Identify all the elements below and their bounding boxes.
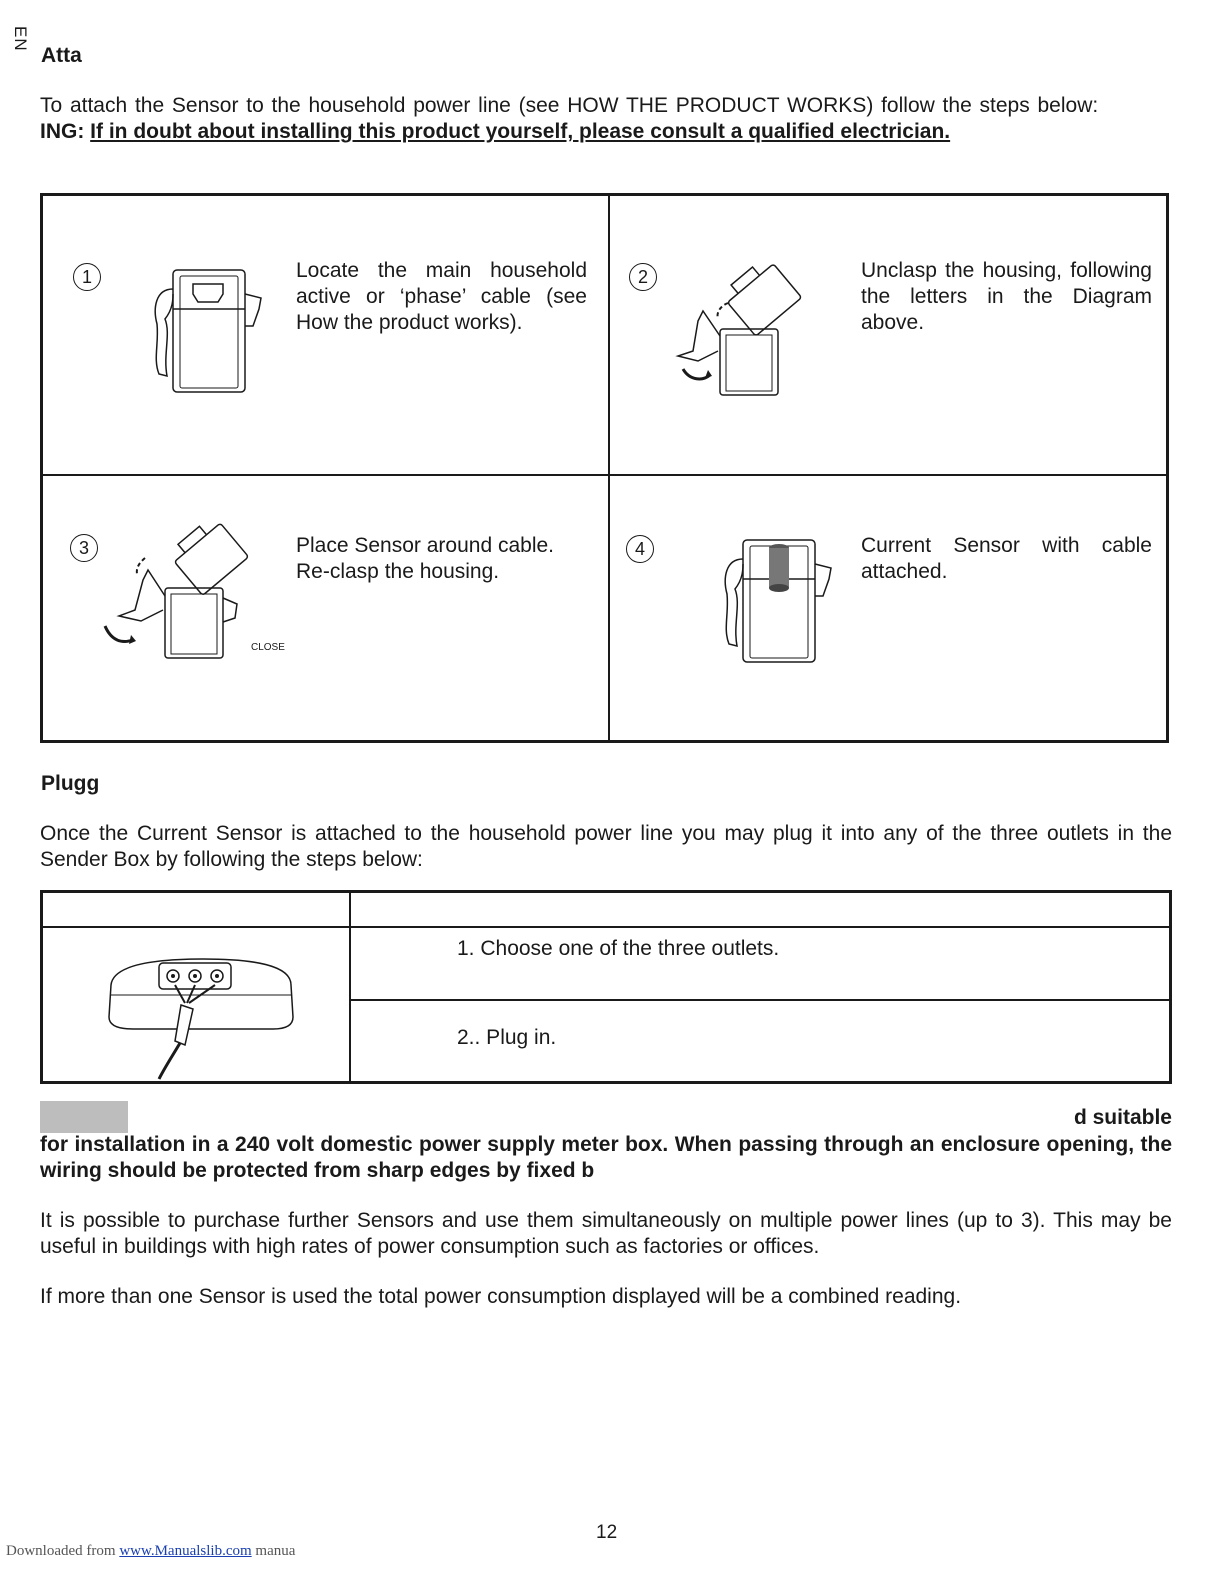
sensor-attached-illustration bbox=[713, 534, 843, 664]
sender-box-illustration bbox=[103, 955, 303, 1080]
step-number-3: 3 bbox=[70, 534, 98, 562]
footer-suffix: manua bbox=[255, 1543, 296, 1559]
attach-intro bbox=[40, 93, 1172, 145]
sensor-open-illustration bbox=[658, 251, 808, 401]
close-label: CLOSE bbox=[251, 642, 285, 653]
step-text-2: Unclasp the housing, following the letters in the Diagram above. bbox=[861, 259, 1152, 334]
step-number-4: 4 bbox=[626, 535, 654, 563]
plug-step-2: 2.. Plug in. bbox=[457, 1026, 557, 1049]
sensor-closed-illustration bbox=[143, 264, 273, 394]
footer-prefix: Downloaded from bbox=[6, 1543, 116, 1559]
sensor-reclasp-illustration bbox=[103, 518, 293, 663]
note-1-line1: d suitable bbox=[1073, 1106, 1172, 1129]
warning-prefix: ING: bbox=[40, 120, 85, 143]
note-3-text: If more than one Sensor is used the total power consumption displayed will be a combined reading. bbox=[40, 1285, 962, 1308]
manualslib-link[interactable]: www.Manualslib.com bbox=[119, 1543, 252, 1559]
page-number: 12 bbox=[596, 1522, 618, 1543]
step-number-2: 2 bbox=[629, 263, 657, 291]
note-2-text: It is possible to purchase further Sensors and use them simultaneously on multiple power lines (up to 3). This may be useful in buildings with high rates of power consumption such as factories or offices. bbox=[40, 1209, 1172, 1258]
step-number-1: 1 bbox=[73, 263, 101, 291]
attach-heading: Atta bbox=[41, 44, 82, 67]
step-text-1: Locate the main household active or ‘phase’ cable (see How the product works). bbox=[296, 259, 587, 334]
step-text-3: Place Sensor around cable. Re-clasp the housing. bbox=[296, 534, 554, 583]
plug-intro: Once the Current Sensor is attached to the household power line you may plug it into any of the three outlets in the Sender Box by following the steps below: bbox=[40, 822, 1172, 871]
warning-text: If in doubt about installing this product yourself, please consult a qualified electrician. bbox=[90, 120, 951, 143]
plug-step-1: 1. Choose one of the three outlets. bbox=[457, 937, 780, 960]
note-1-text: for installation in a 240 volt domestic power supply meter box. When passing through an enclosure opening, the wiring should be protected from sharp edges by fixed b bbox=[40, 1133, 1172, 1182]
plug-steps-table bbox=[40, 890, 1172, 1084]
plug-heading: Plugg bbox=[41, 772, 100, 795]
language-tab: EN bbox=[11, 26, 30, 52]
attach-intro-text: To attach the Sensor to the household power line (see HOW THE PRODUCT WORKS) follow the steps below: bbox=[40, 94, 1099, 117]
download-footer bbox=[6, 1543, 295, 1560]
step-text-4: Current Sensor with cable attached. bbox=[861, 534, 1152, 583]
steps-grid bbox=[40, 193, 1169, 743]
